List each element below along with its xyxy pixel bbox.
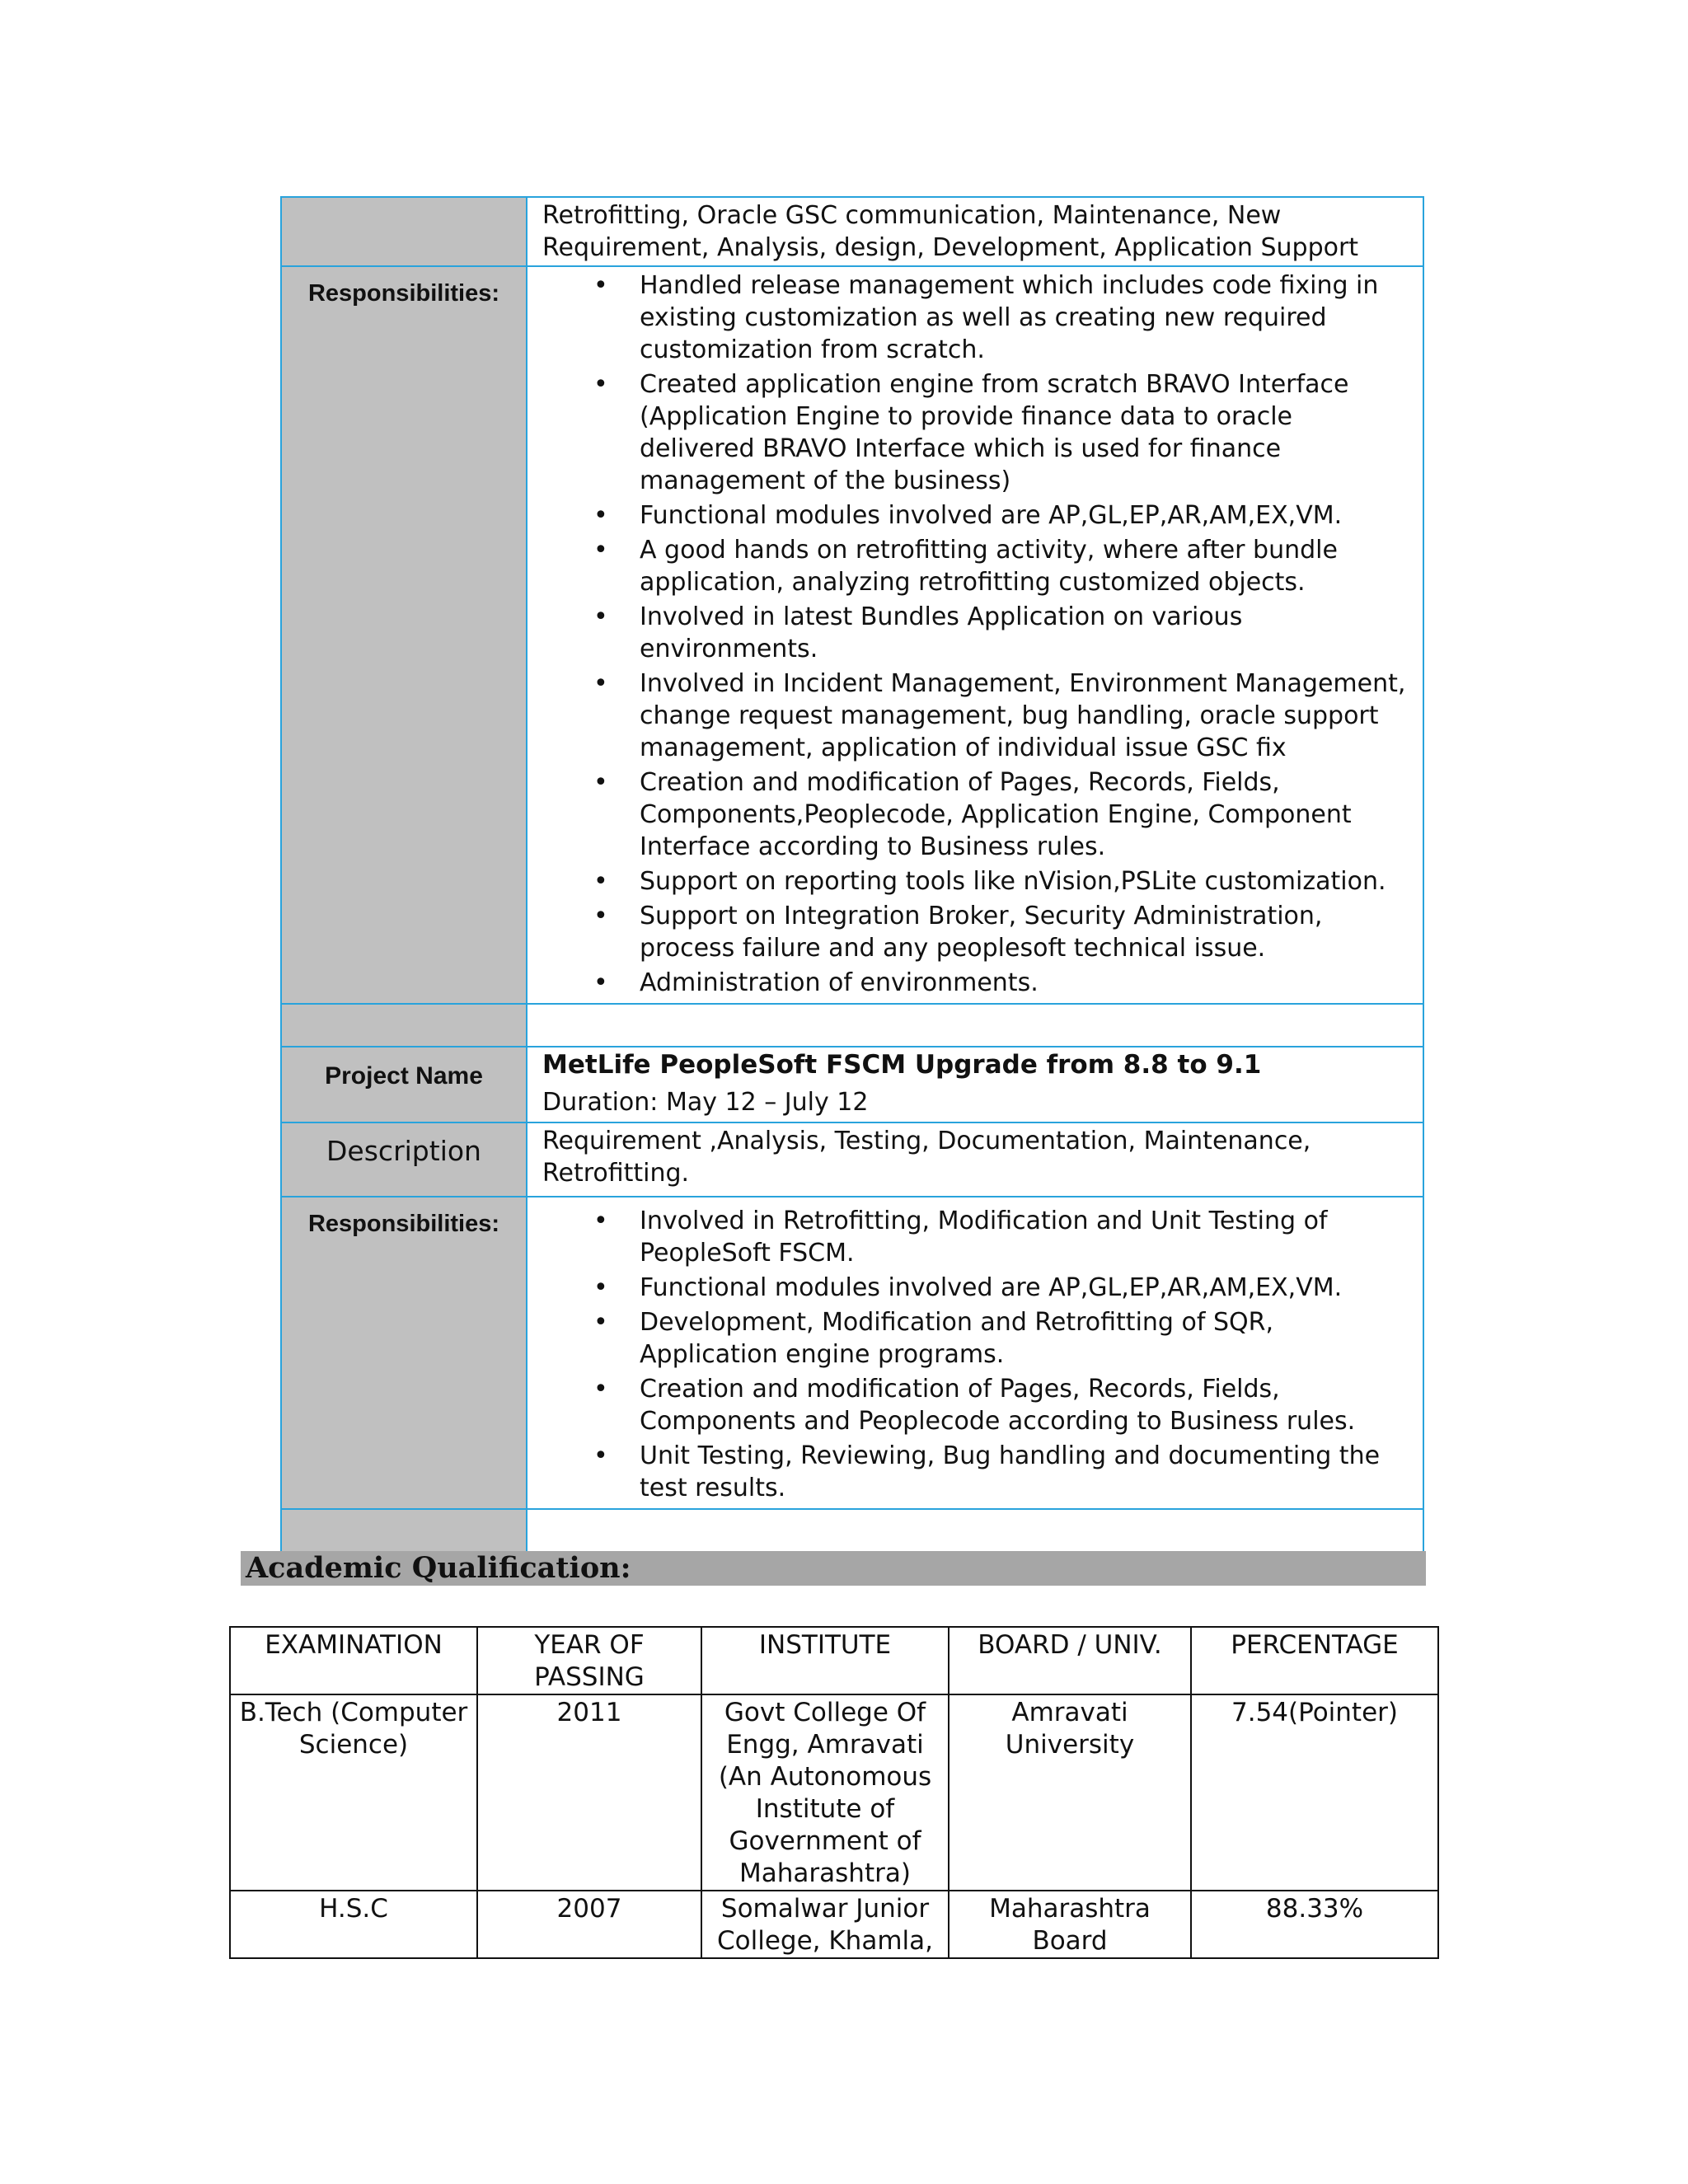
- list-item: • Creation and modification of Pages, Records, Fields, Components and Peoplecode according to Business rules.: [542, 1373, 1408, 1437]
- project-name-label: Project Name: [325, 1062, 483, 1090]
- list-item: • Created application engine from scratch BRAVO Interface (Application Engine to provide finance data to oracle delivered BRAVO Interface which is used for finance management of the business): [542, 368, 1408, 497]
- project-1-responsibilities-cell: [527, 266, 1423, 1004]
- project-2-responsibilities-label-cell: [281, 1197, 527, 1509]
- spacer-value-cell: [527, 1509, 1423, 1552]
- cell-institute: Somalwar Junior College, Khamla,: [701, 1891, 949, 1958]
- column-header-year: YEAR OF PASSING: [477, 1627, 701, 1694]
- project-2-responsibilities-cell: [527, 1197, 1423, 1509]
- project-table: [280, 196, 1424, 1553]
- project-2-description-cell: [527, 1122, 1423, 1197]
- column-header-institute: INSTITUTE: [701, 1627, 949, 1694]
- project-1-responsibilities-list: [542, 269, 1408, 1003]
- table-row: [230, 1891, 1438, 1958]
- project-2-name-row: [281, 1047, 1423, 1122]
- project-1-description-label-cell: [281, 197, 527, 266]
- spacer-value-cell: [527, 1004, 1423, 1047]
- list-item: • Administration of environments.: [542, 967, 1408, 999]
- project-duration: Duration: May 12 – July 12: [542, 1088, 869, 1117]
- list-item: • Functional modules involved are AP,GL,EP,AR,AM,EX,VM.: [542, 499, 1408, 532]
- cell-examination: H.S.C: [230, 1891, 477, 1958]
- cell-institute: Govt College Of Engg, Amravati (An Autonomous Institute of Government of Maharashtra): [701, 1694, 949, 1891]
- cell-percentage: 7.54(Pointer): [1191, 1694, 1438, 1891]
- list-item: • Involved in latest Bundles Application on various environments.: [542, 601, 1408, 665]
- column-header-board: BOARD / UNIV.: [949, 1627, 1191, 1694]
- project-2-description-text: Requirement ,Analysis, Testing, Documentation, Maintenance, Retrofitting.: [542, 1127, 1311, 1188]
- academic-qualification-heading: Academic Qualification:: [241, 1551, 1426, 1586]
- column-header-percentage: PERCENTAGE: [1191, 1627, 1438, 1694]
- cell-board: Amravati University: [949, 1694, 1191, 1891]
- list-item: • A good hands on retrofitting activity, where after bundle application, analyzing retrofitting customized objects.: [542, 534, 1408, 598]
- academic-header-row: [230, 1627, 1438, 1694]
- list-item: • Development, Modification and Retrofitting of SQR, Application engine programs.: [542, 1306, 1408, 1371]
- list-item: • Support on Integration Broker, Security Administration, process failure and any peoplesoft technical issue.: [542, 900, 1408, 964]
- responsibilities-label: Responsibilities:: [307, 1211, 500, 1237]
- project-1-responsibilities-label-cell: [281, 266, 527, 1004]
- project-2-responsibilities-row: [281, 1197, 1423, 1509]
- spacer-label-cell: [281, 1509, 527, 1552]
- cell-board: Maharashtra Board: [949, 1891, 1191, 1958]
- project-1-description-text: Retrofitting, Oracle GSC communication, Maintenance, New Requirement, Analysis, design, Development, Application Support: [542, 201, 1359, 262]
- description-label: Description: [326, 1135, 481, 1167]
- list-item: • Support on reporting tools like nVision,PSLite customization.: [542, 865, 1408, 898]
- list-item: • Creation and modification of Pages, Records, Fields, Components,Peoplecode, Application Engine, Component Interface according to Business rules.: [542, 766, 1408, 863]
- project-1-description-cell: [527, 197, 1423, 266]
- list-item: • Unit Testing, Reviewing, Bug handling and documenting the test results.: [542, 1440, 1408, 1504]
- list-item: • Handled release management which includes code fixing in existing customization as well as creating new required customization from scratch.: [542, 269, 1408, 366]
- list-item: • Functional modules involved are AP,GL,EP,AR,AM,EX,VM.: [542, 1272, 1408, 1304]
- project-name: MetLife PeopleSoft FSCM Upgrade from 8.8 to 9.1: [542, 1050, 1262, 1080]
- project-1-responsibilities-row: [281, 266, 1423, 1004]
- project-2-description-row: [281, 1122, 1423, 1197]
- list-item: • Involved in Retrofitting, Modification and Unit Testing of PeopleSoft FSCM.: [542, 1205, 1408, 1269]
- project-2-name-label-cell: [281, 1047, 527, 1122]
- project-2-responsibilities-list: [542, 1197, 1408, 1508]
- cell-percentage: 88.33%: [1191, 1891, 1438, 1958]
- project-2-description-label-cell: [281, 1122, 527, 1197]
- column-header-examination: EXAMINATION: [230, 1627, 477, 1694]
- project-2-name-cell: [527, 1047, 1423, 1122]
- cell-year: 2011: [477, 1694, 701, 1891]
- list-item: • Involved in Incident Management, Environment Management, change request management, bug handling, oracle support management, application of individual issue GSC fix: [542, 668, 1408, 764]
- cell-year: 2007: [477, 1891, 701, 1958]
- spacer-row: [281, 1509, 1423, 1552]
- table-row: [230, 1694, 1438, 1891]
- responsibilities-label: Responsibilities:: [307, 280, 500, 307]
- project-1-description-row: [281, 197, 1423, 266]
- academic-table: [229, 1626, 1439, 1959]
- spacer-row: [281, 1004, 1423, 1047]
- spacer-label-cell: [281, 1004, 527, 1047]
- cell-examination: B.Tech (Computer Science): [230, 1694, 477, 1891]
